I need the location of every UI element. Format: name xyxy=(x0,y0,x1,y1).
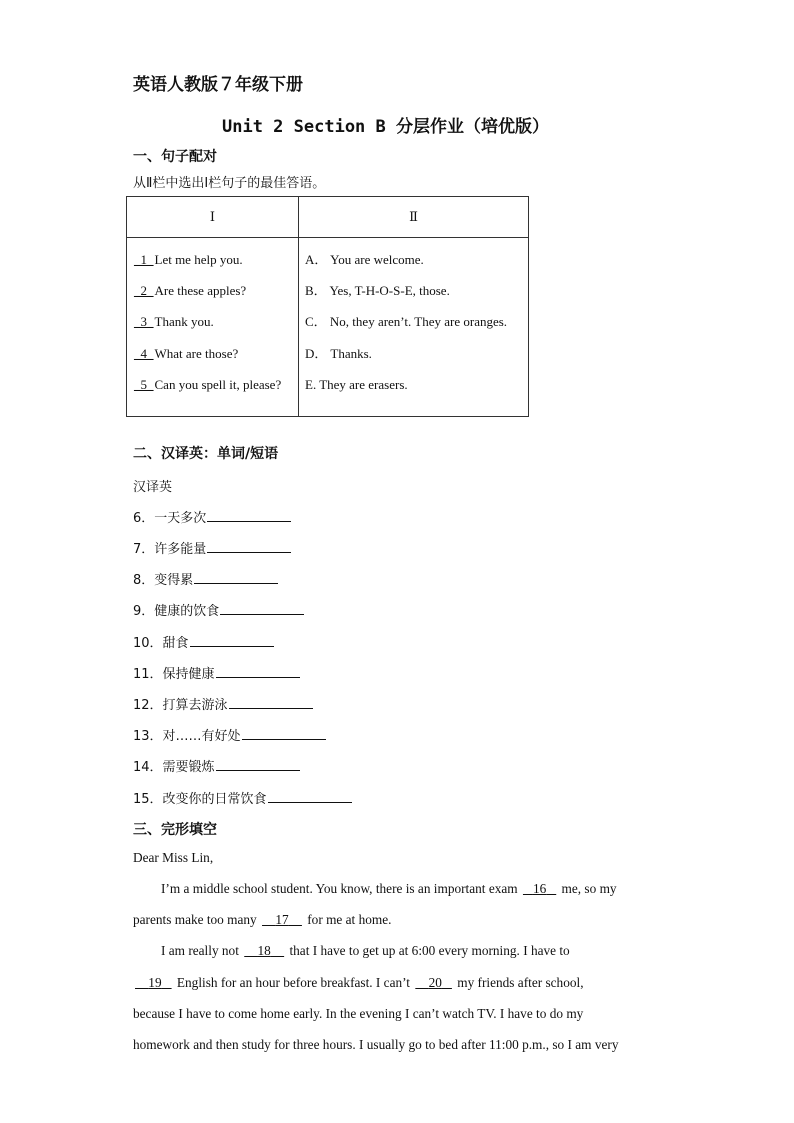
translation-item: 10．甜食 xyxy=(133,632,274,651)
document-title: 英语人教版７年级下册 xyxy=(133,75,303,95)
left-item: _5_Can you spell it, please? xyxy=(134,376,282,392)
right-item: C． No, they aren’t. They are oranges. xyxy=(305,314,508,330)
left-item: _4_What are those? xyxy=(134,345,239,361)
translation-item: 14．需要锻炼 xyxy=(133,756,300,775)
answer-blank[interactable] xyxy=(220,601,304,615)
passage-line: parents make too many 17 for me at home. xyxy=(133,912,392,927)
translation-item: 12．打算去游泳 xyxy=(133,694,313,713)
answer-blank[interactable] xyxy=(207,508,291,522)
column-1-cell xyxy=(127,238,299,417)
translation-item: 8．变得累 xyxy=(133,569,278,588)
translation-item: 11．保持健康 xyxy=(133,663,300,682)
column-header-1: Ⅰ xyxy=(127,197,299,238)
answer-blank[interactable] xyxy=(216,757,300,771)
translation-item: 7．许多能量 xyxy=(133,538,291,557)
answer-blank[interactable] xyxy=(207,539,291,553)
matching-table xyxy=(126,196,529,417)
translation-item: 15．改变你的日常饮食 xyxy=(133,788,352,807)
cloze-gap-17[interactable]: 17 xyxy=(275,912,289,927)
translation-item: 13．对……有好处 xyxy=(133,725,326,744)
answer-blank[interactable] xyxy=(229,695,313,709)
right-item: B． Yes, T-H-O-S-E, those. xyxy=(305,283,450,299)
passage-line: because I have to come home early. In the evening I can’t watch TV. I have to do my xyxy=(133,1006,584,1021)
document-subtitle: Unit 2 Section B 分层作业（培优版） xyxy=(222,117,549,137)
passage-line: I’m a middle school student. You know, there is an important exam 16 me, so my xyxy=(161,881,617,896)
passage-line: I am really not 18 that I have to get up at 6:00 every morning. I have to xyxy=(161,943,570,958)
answer-blank[interactable] xyxy=(190,633,274,647)
right-item: D． Thanks. xyxy=(305,345,372,361)
right-item: A． You are welcome. xyxy=(305,252,424,267)
cloze-gap-20[interactable]: 20 xyxy=(428,975,442,990)
section1-heading: 一、句子配对 xyxy=(133,149,217,165)
translation-item: 9．健康的饮食 xyxy=(133,600,304,619)
section2-heading: 二、汉译英：单词/短语 xyxy=(133,446,279,462)
left-item: _2_Are these apples? xyxy=(134,283,247,299)
left-item: _1_Let me help you. xyxy=(134,252,243,267)
column-2-cell xyxy=(299,238,529,417)
answer-blank[interactable] xyxy=(268,789,352,803)
translation-item: 6．一天多次 xyxy=(133,507,291,526)
passage-line: homework and then study for three hours. I usually go to bed after 11:00 p.m., so I am very xyxy=(133,1037,619,1052)
cloze-gap-18[interactable]: 18 xyxy=(257,943,271,958)
right-item: E. They are erasers. xyxy=(305,376,408,392)
section2-subheading: 汉译英 xyxy=(133,480,173,495)
answer-blank[interactable] xyxy=(216,664,300,678)
passage-line: 19 English for an hour before breakfast. I can’t 20 my friends after school, xyxy=(133,975,584,991)
cloze-gap-16[interactable]: 16 xyxy=(532,881,547,896)
section1-instruction: 从Ⅱ栏中选出Ⅰ栏句子的最佳答语。 xyxy=(133,176,326,191)
column-header-2: Ⅱ xyxy=(299,197,529,238)
letter-greeting: Dear Miss Lin, xyxy=(133,850,214,865)
left-item: _3_Thank you. xyxy=(134,314,214,330)
answer-blank[interactable] xyxy=(194,570,278,584)
cloze-gap-19[interactable]: 19 xyxy=(148,975,162,990)
section3-heading: 三、完形填空 xyxy=(133,822,217,838)
answer-blank[interactable] xyxy=(242,726,326,740)
